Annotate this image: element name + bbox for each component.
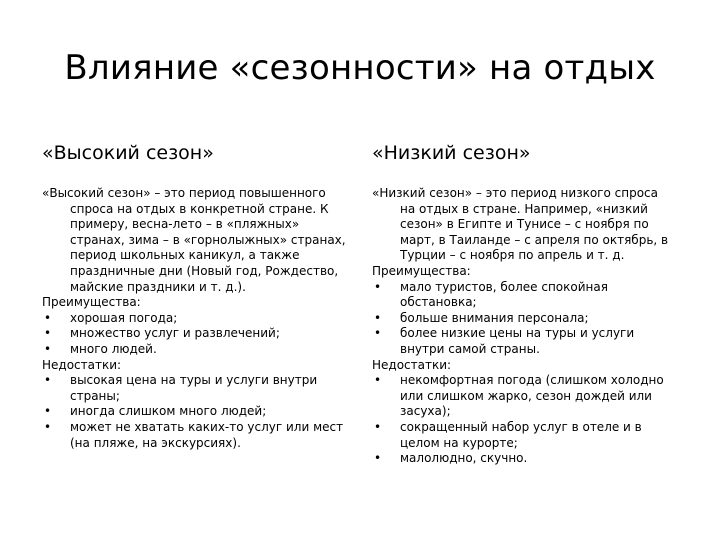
con-text: иногда слишком много людей; bbox=[70, 404, 267, 419]
con-text: некомфортная погода (слишком холодно или слишком жарко, сезон дождей или засуха); bbox=[400, 373, 664, 419]
list-item bbox=[372, 311, 672, 327]
high-season-pros-label: Преимущества: bbox=[42, 295, 141, 310]
low-season-body bbox=[372, 186, 672, 467]
bullet-icon: • bbox=[44, 326, 52, 341]
bullet-icon: • bbox=[374, 373, 382, 388]
slide-title: Влияние «сезонности» на отдых bbox=[64, 48, 656, 88]
high-season-column bbox=[42, 142, 347, 451]
high-season-body bbox=[42, 186, 347, 451]
pro-text: много людей. bbox=[70, 341, 157, 356]
low-season-column bbox=[372, 142, 672, 467]
bullet-icon: • bbox=[374, 310, 382, 325]
low-season-cons-label: Недостатки: bbox=[372, 357, 452, 372]
list-item bbox=[42, 404, 347, 420]
low-season-pros-label: Преимущества: bbox=[372, 263, 471, 278]
con-text: сокращенный набор услуг в отеле и в целом на курорте; bbox=[400, 419, 642, 450]
bullet-icon: • bbox=[44, 419, 52, 434]
list-item bbox=[42, 326, 347, 342]
pro-text: более низкие цены на туры и услуги внутри самой страны. bbox=[400, 326, 635, 356]
pro-text: мало туристов, более спокойная обстановка; bbox=[400, 279, 608, 310]
con-text: может не хватать каких-то услуг или мест (на пляже, на экскурсиях). bbox=[70, 419, 344, 450]
bullet-icon: • bbox=[44, 404, 52, 419]
bullet-icon: • bbox=[374, 279, 382, 294]
list-item bbox=[372, 326, 672, 357]
low-season-definition: «Низкий сезон» – это период низкого спроса на отдых в стране. Например, «низкий сезон» в Египте и Тунисе – с ноября по март, в Таиланде – с апреля по октябрь, в Турции – с ноября по апрель и т. д. bbox=[372, 186, 669, 263]
list-item bbox=[372, 451, 672, 467]
list-item bbox=[372, 280, 672, 311]
bullet-icon: • bbox=[374, 326, 382, 341]
bullet-icon: • bbox=[374, 419, 382, 434]
high-season-definition: «Высокий сезон» – это период повышенного спроса на отдых в конкретной стране. К примеру, весна-лето – в «пляжных» странах, зима – в «горнолыжных» странах, период школьных каникул, а также праздничные дни (Новый год, Рождество, майские праздники и т. д.). bbox=[42, 186, 346, 294]
high-season-heading: «Высокий сезон» bbox=[42, 142, 214, 164]
list-item bbox=[42, 373, 347, 404]
list-item bbox=[42, 342, 347, 358]
bullet-icon: • bbox=[44, 310, 52, 325]
list-item bbox=[42, 420, 347, 451]
pro-text: множество услуг и развлечений; bbox=[70, 326, 280, 341]
low-season-heading: «Низкий сезон» bbox=[372, 142, 531, 164]
pro-text: больше внимания персонала; bbox=[400, 310, 589, 325]
list-item bbox=[42, 311, 347, 327]
pro-text: хорошая погода; bbox=[70, 310, 178, 325]
con-text: высокая цена на туры и услуги внутри страны; bbox=[70, 373, 318, 403]
list-item bbox=[372, 420, 672, 451]
bullet-icon: • bbox=[44, 341, 52, 356]
high-season-cons-label: Недостатки: bbox=[42, 357, 122, 372]
bullet-icon: • bbox=[374, 451, 382, 466]
list-item bbox=[372, 373, 672, 420]
con-text: малолюдно, скучно. bbox=[400, 451, 528, 466]
bullet-icon: • bbox=[44, 373, 52, 388]
